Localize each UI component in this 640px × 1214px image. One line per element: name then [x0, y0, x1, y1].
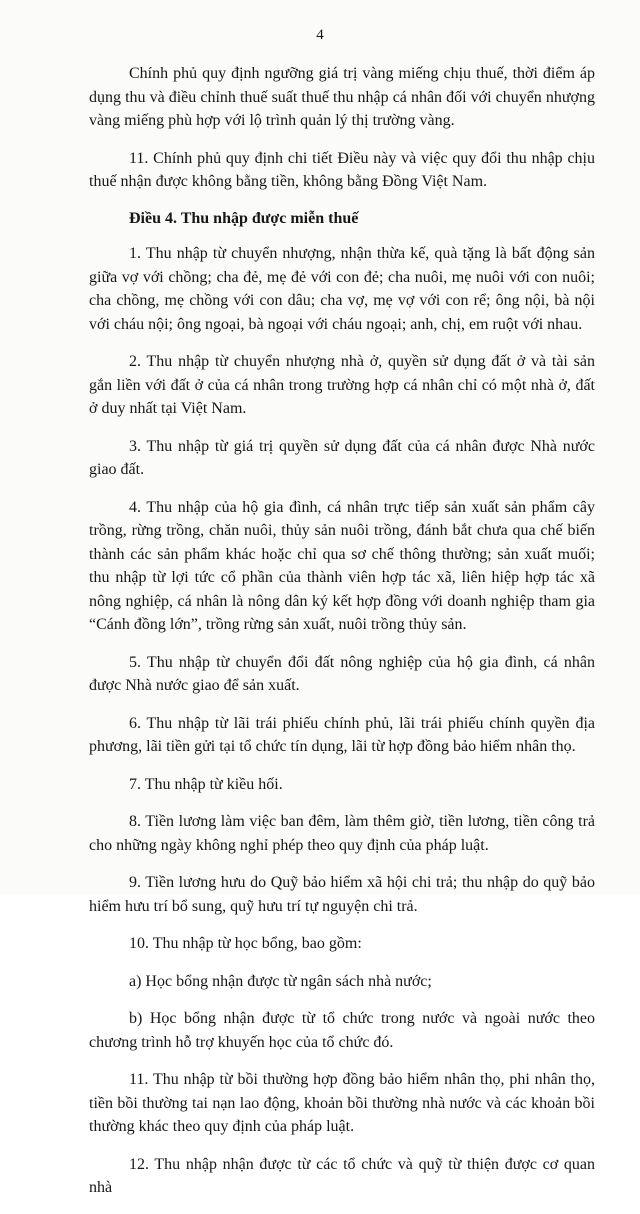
paragraph: Chính phủ quy định ngưỡng giá trị vàng miếng chịu thuế, thời điểm áp dụng thu và điều chỉnh thuế suất thuế thu nhập cá nhân đối với chuyển nhượng vàng miếng phù hợp với lộ trình quản lý thị trường vàng.	[89, 65, 595, 129]
paragraph: 11. Chính phủ quy định chi tiết Điều này và việc quy đổi thu nhập chịu thuế nhận được không bằng tiền, không bằng Đồng Việt Nam.	[89, 149, 595, 190]
document-body	[89, 62, 595, 1214]
article-item: b) Học bổng nhận được từ tổ chức trong nước và ngoài nước theo chương trình hỗ trợ khuyến học của tổ chức đó.	[89, 1010, 595, 1051]
article-item: 3. Thu nhập từ giá trị quyền sử dụng đất của cá nhân được Nhà nước giao đất.	[89, 437, 595, 478]
article-item: 12. Thu nhập nhận được từ các tổ chức và quỹ từ thiện được cơ quan nhà	[89, 1155, 595, 1196]
page-number: 4	[316, 27, 324, 43]
article-item: 7. Thu nhập từ kiều hối.	[129, 775, 283, 793]
article-item: 2. Thu nhập từ chuyển nhượng nhà ở, quyền sử dụng đất ở và tài sản gắn liền với đất ở của cá nhân trong trường hợp cá nhân chỉ có một nhà ở, đất ở duy nhất tại Việt Nam.	[89, 353, 595, 417]
article-item: 4. Thu nhập của hộ gia đình, cá nhân trực tiếp sản xuất sản phẩm cây trồng, rừng trồng, chăn nuôi, thủy sản nuôi trồng, đánh bắt chưa qua chế biến thành các sản phẩm khác hoặc chỉ qua sơ chế thông thường; sản xuất muối; thu nhập từ lợi tức cổ phần của thành viên hợp tác xã, liên hiệp hợp tác xã nông nghiệp, cá nhân là nông dân ký kết hợp đồng với doanh nghiệp tham gia “Cánh đồng lớn”, trồng rừng sản xuất, nuôi trồng thủy sản.	[89, 498, 595, 633]
article-item: 10. Thu nhập từ học bổng, bao gồm:	[129, 935, 362, 952]
article-item: 5. Thu nhập từ chuyển đổi đất nông nghiệp của hộ gia đình, cá nhân được Nhà nước giao để sản xuất.	[89, 653, 595, 694]
article-item: a) Học bổng nhận được từ ngân sách nhà nước;	[129, 972, 432, 990]
article-item: 8. Tiền lương làm việc ban đêm, làm thêm giờ, tiền lương, tiền công trả cho những ngày không nghỉ phép theo quy định của pháp luật.	[89, 813, 595, 854]
article-heading: Điều 4. Thu nhập được miễn thuế	[129, 209, 359, 227]
article-item: 1. Thu nhập từ chuyển nhượng, nhận thừa kế, quà tặng là bất động sản giữa vợ với chồng; cha đẻ, mẹ đẻ với con đẻ; cha nuôi, mẹ nuôi với con nuôi; cha chồng, mẹ chồng với con dâu; cha vợ, mẹ vợ với con rể; ông nội, bà nội với cháu nội; ông ngoại, bà ngoại với cháu ngoại; anh, chị, em ruột với nhau.	[89, 245, 595, 333]
article-item: 6. Thu nhập từ lãi trái phiếu chính phủ, lãi trái phiếu chính quyền địa phương, lãi tiền gửi tại tổ chức tín dụng, lãi từ hợp đồng bảo hiểm nhân thọ.	[89, 714, 595, 755]
article-item: 11. Thu nhập từ bồi thường hợp đồng bảo hiểm nhân thọ, phi nhân thọ, tiền bồi thường tai nạn lao động, khoản bồi thường nhà nước và các khoản bồi thường khác theo quy định của pháp luật.	[89, 1071, 595, 1135]
article-item: 9. Tiền lương hưu do Quỹ bảo hiểm xã hội chi trả; thu nhập do quỹ bảo hiểm hưu trí bổ sung, quỹ hưu trí tự nguyện chi trả.	[89, 874, 595, 915]
